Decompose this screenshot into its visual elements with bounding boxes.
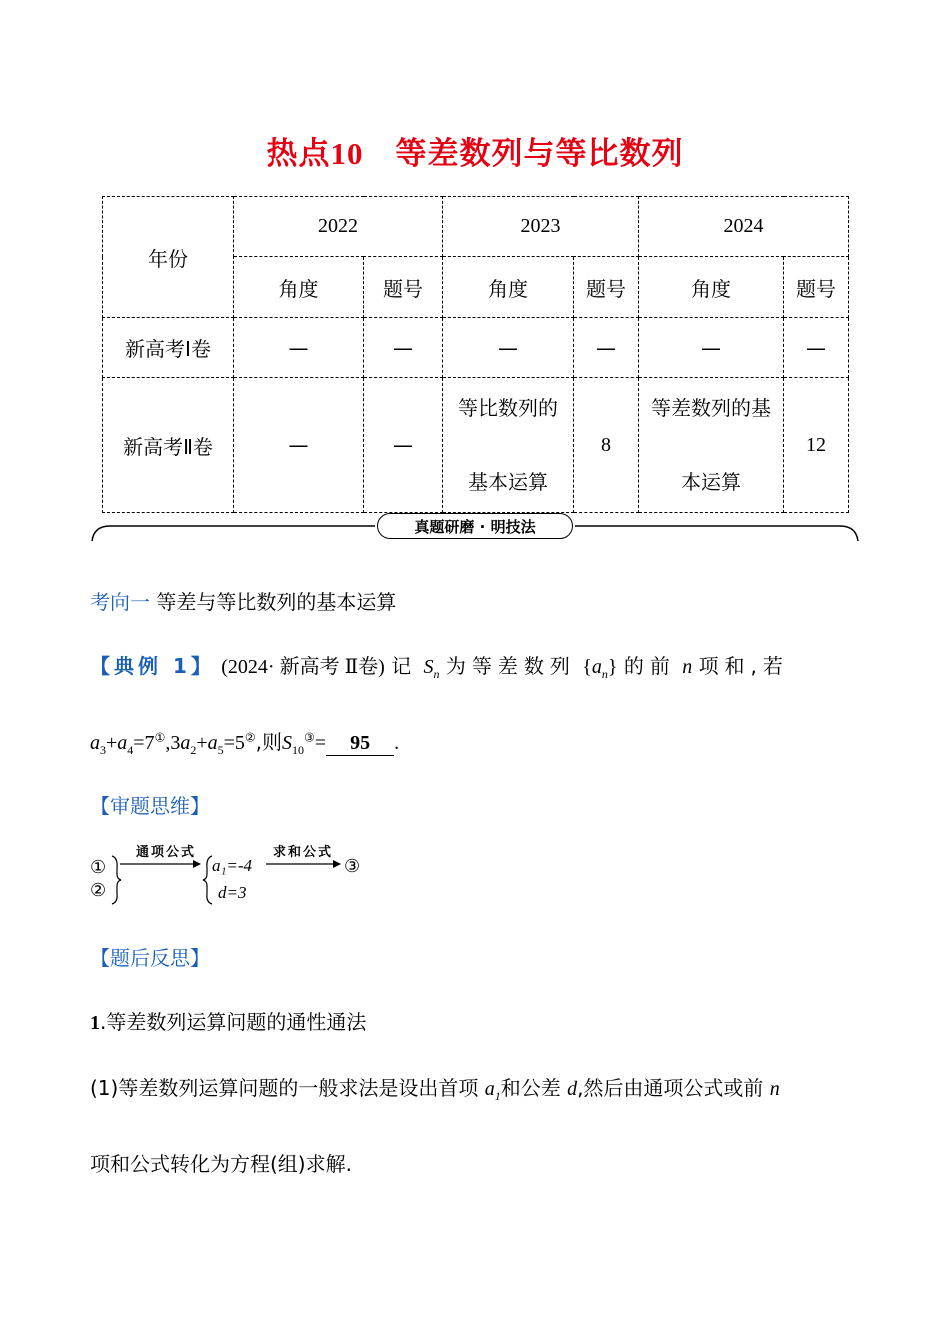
table-cell: — xyxy=(784,318,849,378)
header-year-2023: 2023 xyxy=(443,197,639,257)
table-cell: — xyxy=(443,318,574,378)
math-a1: $a_1$ xyxy=(484,1078,501,1103)
title-prefix: 热点 xyxy=(266,136,331,172)
point-number: 1 xyxy=(90,1012,100,1034)
para-text: ,然后由通项公式或前 xyxy=(577,1076,764,1100)
condition-then: ,则 xyxy=(255,730,283,754)
section-tag: 考向一 xyxy=(90,590,150,614)
point-heading xyxy=(90,1006,366,1035)
arrow-head-icon xyxy=(193,860,201,868)
section-text: 等差与等比数列的基本运算 xyxy=(156,590,397,614)
table-cell: — xyxy=(234,318,364,378)
table-row xyxy=(103,378,849,513)
row-label: 新高考Ⅰ卷 xyxy=(103,318,234,378)
reflect-heading: 【题后反思】 xyxy=(90,946,210,970)
cell-line: 基本运算 xyxy=(468,470,548,494)
statement-text: 的前 xyxy=(623,654,676,678)
math-sn: $S_n$ xyxy=(423,656,440,681)
example-statement xyxy=(90,650,865,682)
paragraph-line xyxy=(90,1072,780,1104)
table-cell: — xyxy=(574,318,639,378)
example-tag: 【典例 1】 xyxy=(90,654,215,678)
subheader-number: 题号 xyxy=(574,257,639,318)
table-cell xyxy=(639,378,784,513)
para-text: 和公差 xyxy=(500,1076,561,1100)
cell-line: 本运算 xyxy=(681,470,741,494)
example-condition: $a_3+a_4=7^①,3a_2+a_5=5^②$,则$S_{10}^③= 95$ . xyxy=(90,730,400,757)
title-main: 等差数列与等比数列 xyxy=(395,136,684,172)
table-cell: — xyxy=(364,318,443,378)
header-year-2024: 2024 xyxy=(639,197,849,257)
subheader-angle: 角度 xyxy=(639,257,784,318)
header-year-2022: 2022 xyxy=(234,197,443,257)
condition-sep: ,3 xyxy=(165,732,181,754)
point-text: .等差数列运算问题的通性通法 xyxy=(100,1010,367,1034)
para-text: (1)等差数列运算问题的一般求法是设出首项 xyxy=(90,1076,479,1100)
diagram-eq-1: a₁=-4 xyxy=(212,856,253,875)
paragraph-line: 项和公式转化为方程(组)求解. xyxy=(90,1152,352,1176)
table-cell: 12 xyxy=(784,378,849,513)
arrow-label-2: 求和公式 xyxy=(272,845,334,860)
think-heading: 【审题思维】 xyxy=(90,794,210,818)
exam-year-table xyxy=(102,196,849,513)
diagram-eq-2: d=3 xyxy=(218,883,247,902)
math-n: n xyxy=(682,656,693,678)
subheader-angle: 角度 xyxy=(234,257,364,318)
math-seq: $\{a_n\}$ xyxy=(582,656,618,681)
cell-line: 等差数列的基 xyxy=(651,396,771,420)
example-source: (2024· 新高考 Ⅱ卷) xyxy=(221,656,385,678)
math-s10: $S_{10}^③=$ xyxy=(282,730,327,757)
diagram-target: ③ xyxy=(344,856,361,877)
statement-text: 记 xyxy=(391,654,418,678)
math-n: n xyxy=(769,1078,780,1100)
solution-diagram xyxy=(88,838,388,908)
table-cell: — xyxy=(234,378,364,513)
header-year-label: 年份 xyxy=(103,197,234,318)
math-condition: $a_2+a_5=5^②$ xyxy=(180,730,256,757)
subheader-number: 题号 xyxy=(364,257,443,318)
arrow-label-1: 通项公式 xyxy=(135,845,197,860)
arrow-head-icon xyxy=(333,860,341,868)
brace-right-icon xyxy=(112,856,121,904)
math-condition: $a_3+a_4=7^①$ xyxy=(90,730,166,757)
subheader-angle: 角度 xyxy=(443,257,574,318)
title-number: 10 xyxy=(330,136,364,171)
cell-line: 等比数列的 xyxy=(458,396,558,420)
banner-label: 真题研磨 · 明技法 xyxy=(377,513,573,539)
section-heading xyxy=(90,586,396,615)
statement-text: 为等差数列 xyxy=(445,654,576,678)
table-cell xyxy=(443,378,574,513)
page-title xyxy=(0,128,950,173)
section-banner xyxy=(90,513,860,543)
diagram-left-2: ② xyxy=(90,880,107,901)
diagram-svg xyxy=(88,838,388,908)
brace-left-icon xyxy=(203,856,212,904)
table-cell: — xyxy=(639,318,784,378)
row-label: 新高考Ⅱ卷 xyxy=(103,378,234,513)
subheader-number: 题号 xyxy=(784,257,849,318)
table-cell: — xyxy=(364,378,443,513)
table-row xyxy=(103,318,849,378)
math-d: d xyxy=(567,1078,578,1100)
answer-blank: 95 xyxy=(326,732,394,756)
table-cell: 8 xyxy=(574,378,639,513)
statement-text: 项和,若 xyxy=(698,654,789,678)
diagram-left-1: ① xyxy=(90,857,107,878)
